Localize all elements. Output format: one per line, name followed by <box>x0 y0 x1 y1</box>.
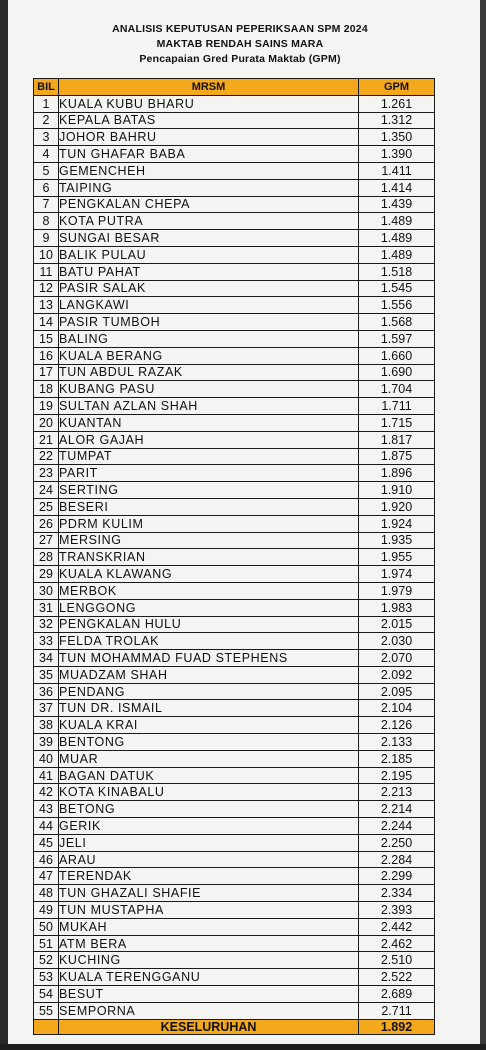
gpm-value-cell: 1.660 <box>359 347 435 364</box>
gpm-value-cell: 1.974 <box>359 566 435 583</box>
document-subtitle: MAKTAB RENDAH SAINS MARA <box>156 38 324 50</box>
gpm-value-cell: 1.489 <box>359 246 435 263</box>
gpm-value-cell: 1.261 <box>359 95 435 112</box>
mrsm-name-cell: TUN GHAFAR BABA <box>59 146 359 163</box>
table-row <box>34 95 435 112</box>
row-number-cell: 12 <box>34 280 59 297</box>
table-row <box>34 952 435 969</box>
row-number-cell: 2 <box>34 112 59 129</box>
row-number-cell: 52 <box>34 952 59 969</box>
row-number-cell: 44 <box>34 818 59 835</box>
gpm-value-cell: 2.126 <box>359 717 435 734</box>
mrsm-name-cell: TAIPING <box>59 179 359 196</box>
row-number-cell: 33 <box>34 633 59 650</box>
gpm-value-cell: 2.522 <box>359 969 435 986</box>
gpm-value-cell: 1.817 <box>359 431 435 448</box>
mrsm-name-cell: BATU PAHAT <box>59 263 359 280</box>
gpm-value-cell: 2.334 <box>359 885 435 902</box>
mrsm-name-cell: TUN DR. ISMAIL <box>59 700 359 717</box>
mrsm-name-cell: TUN ABDUL RAZAK <box>59 364 359 381</box>
table-row <box>34 918 435 935</box>
mrsm-name-cell: ALOR GAJAH <box>59 431 359 448</box>
gpm-value-cell: 2.214 <box>359 801 435 818</box>
table-row <box>34 834 435 851</box>
gpm-value-cell: 1.556 <box>359 297 435 314</box>
gpm-value-cell: 2.195 <box>359 767 435 784</box>
table-body <box>34 95 435 1019</box>
gpm-value-cell: 2.689 <box>359 986 435 1003</box>
mrsm-name-cell: MUKAH <box>59 918 359 935</box>
gpm-value-cell: 2.462 <box>359 935 435 952</box>
row-number-cell: 38 <box>34 717 59 734</box>
table-row <box>34 868 435 885</box>
row-number-cell: 7 <box>34 196 59 213</box>
mrsm-name-cell: PENDANG <box>59 683 359 700</box>
mrsm-name-cell: KUANTAN <box>59 414 359 431</box>
gpm-value-cell: 2.250 <box>359 834 435 851</box>
photo-edge-bottom <box>0 1044 486 1050</box>
table-row <box>34 582 435 599</box>
gpm-value-cell: 1.875 <box>359 448 435 465</box>
table-row <box>34 986 435 1003</box>
gpm-value-cell: 1.983 <box>359 599 435 616</box>
table-row <box>34 347 435 364</box>
table-row <box>34 818 435 835</box>
row-number-cell: 25 <box>34 498 59 515</box>
table-row <box>34 650 435 667</box>
gpm-value-cell: 1.920 <box>359 498 435 515</box>
row-number-cell: 26 <box>34 515 59 532</box>
table-row <box>34 330 435 347</box>
gpm-value-cell: 2.030 <box>359 633 435 650</box>
mrsm-name-cell: GEMENCHEH <box>59 162 359 179</box>
mrsm-name-cell: KUALA TERENGGANU <box>59 969 359 986</box>
row-number-cell: 4 <box>34 146 59 163</box>
row-number-cell: 3 <box>34 129 59 146</box>
table-row <box>34 280 435 297</box>
table-row <box>34 246 435 263</box>
row-number-cell: 19 <box>34 398 59 415</box>
gpm-value-cell: 1.690 <box>359 364 435 381</box>
row-number-cell: 16 <box>34 347 59 364</box>
gpm-value-cell: 2.213 <box>359 784 435 801</box>
mrsm-name-cell: KOTA PUTRA <box>59 213 359 230</box>
row-number-cell: 55 <box>34 1002 59 1019</box>
mrsm-name-cell: SULTAN AZLAN SHAH <box>59 398 359 415</box>
table-row <box>34 549 435 566</box>
gpm-value-cell: 2.070 <box>359 650 435 667</box>
mrsm-name-cell: SERTING <box>59 482 359 499</box>
row-number-cell: 13 <box>34 297 59 314</box>
results-table <box>33 78 435 1035</box>
row-number-cell: 14 <box>34 314 59 331</box>
row-number-cell: 50 <box>34 918 59 935</box>
mrsm-name-cell: JOHOR BAHRU <box>59 129 359 146</box>
table-row <box>34 515 435 532</box>
row-number-cell: 40 <box>34 750 59 767</box>
row-number-cell: 36 <box>34 683 59 700</box>
table-row <box>34 179 435 196</box>
table-row <box>34 196 435 213</box>
mrsm-name-cell: PDRM KULIM <box>59 515 359 532</box>
mrsm-name-cell: KUALA KLAWANG <box>59 566 359 583</box>
mrsm-name-cell: BALIK PULAU <box>59 246 359 263</box>
table-row <box>34 935 435 952</box>
table-row <box>34 683 435 700</box>
row-number-cell: 6 <box>34 179 59 196</box>
gpm-value-cell: 1.414 <box>359 179 435 196</box>
gpm-value-cell: 2.711 <box>359 1002 435 1019</box>
table-row <box>34 633 435 650</box>
row-number-cell: 30 <box>34 582 59 599</box>
row-number-cell: 46 <box>34 851 59 868</box>
row-number-cell: 54 <box>34 986 59 1003</box>
row-number-cell: 32 <box>34 616 59 633</box>
gpm-value-cell: 1.312 <box>359 112 435 129</box>
mrsm-name-cell: BALING <box>59 330 359 347</box>
row-number-cell: 23 <box>34 465 59 482</box>
row-number-cell: 35 <box>34 666 59 683</box>
row-number-cell: 15 <box>34 330 59 347</box>
row-number-cell: 24 <box>34 482 59 499</box>
mrsm-name-cell: KUALA KUBU BHARU <box>59 95 359 112</box>
table-row <box>34 112 435 129</box>
mrsm-name-cell: LANGKAWI <box>59 297 359 314</box>
table-row <box>34 1002 435 1019</box>
mrsm-name-cell: PASIR SALAK <box>59 280 359 297</box>
row-number-cell: 10 <box>34 246 59 263</box>
mrsm-name-cell: BESERI <box>59 498 359 515</box>
row-number-cell: 39 <box>34 734 59 751</box>
table-row <box>34 448 435 465</box>
gpm-value-cell: 2.185 <box>359 750 435 767</box>
row-number-cell: 8 <box>34 213 59 230</box>
gpm-value-cell: 1.896 <box>359 465 435 482</box>
table-row <box>34 381 435 398</box>
mrsm-name-cell: KUBANG PASU <box>59 381 359 398</box>
table-row <box>34 767 435 784</box>
gpm-value-cell: 1.935 <box>359 532 435 549</box>
gpm-value-cell: 2.092 <box>359 666 435 683</box>
photo-edge-right <box>480 0 486 1050</box>
mrsm-name-cell: TERENDAK <box>59 868 359 885</box>
row-number-cell: 27 <box>34 532 59 549</box>
row-number-cell: 37 <box>34 700 59 717</box>
row-number-cell: 5 <box>34 162 59 179</box>
mrsm-name-cell: KUALA KRAI <box>59 717 359 734</box>
photo-edge-left <box>0 0 8 1050</box>
total-bil-cell <box>34 1019 59 1034</box>
mrsm-name-cell: KEPALA BATAS <box>59 112 359 129</box>
table-header-row <box>34 79 435 96</box>
total-label: KESELURUHAN <box>59 1019 359 1034</box>
gpm-value-cell: 1.568 <box>359 314 435 331</box>
gpm-value-cell: 2.510 <box>359 952 435 969</box>
column-header-gpm: GPM <box>359 79 435 96</box>
mrsm-name-cell: TUN GHAZALI SHAFIE <box>59 885 359 902</box>
table-row <box>34 616 435 633</box>
gpm-value-cell: 1.910 <box>359 482 435 499</box>
mrsm-name-cell: ARAU <box>59 851 359 868</box>
gpm-value-cell: 1.715 <box>359 414 435 431</box>
row-number-cell: 42 <box>34 784 59 801</box>
table-row <box>34 297 435 314</box>
table-row <box>34 230 435 247</box>
mrsm-name-cell: KOTA KINABALU <box>59 784 359 801</box>
table-row <box>34 465 435 482</box>
table-row <box>34 532 435 549</box>
mrsm-name-cell: TUN MOHAMMAD FUAD STEPHENS <box>59 650 359 667</box>
table-row <box>34 398 435 415</box>
gpm-value-cell: 1.350 <box>359 129 435 146</box>
document-title: ANALISIS KEPUTUSAN PEPERIKSAAN SPM 2024 <box>112 23 368 35</box>
gpm-value-cell: 1.704 <box>359 381 435 398</box>
document-header <box>30 22 450 67</box>
gpm-value-cell: 1.439 <box>359 196 435 213</box>
row-number-cell: 31 <box>34 599 59 616</box>
mrsm-name-cell: KUALA BERANG <box>59 347 359 364</box>
mrsm-name-cell: PENGKALAN HULU <box>59 616 359 633</box>
mrsm-name-cell: PASIR TUMBOH <box>59 314 359 331</box>
mrsm-name-cell: BAGAN DATUK <box>59 767 359 784</box>
gpm-value-cell: 2.442 <box>359 918 435 935</box>
mrsm-name-cell: MUADZAM SHAH <box>59 666 359 683</box>
mrsm-name-cell: GERIK <box>59 818 359 835</box>
mrsm-name-cell: KUCHING <box>59 952 359 969</box>
row-number-cell: 45 <box>34 834 59 851</box>
gpm-value-cell: 2.133 <box>359 734 435 751</box>
table-row <box>34 566 435 583</box>
row-number-cell: 49 <box>34 902 59 919</box>
row-number-cell: 11 <box>34 263 59 280</box>
table-row <box>34 498 435 515</box>
table-row <box>34 129 435 146</box>
gpm-value-cell: 1.390 <box>359 146 435 163</box>
mrsm-name-cell: JELI <box>59 834 359 851</box>
gpm-value-cell: 2.284 <box>359 851 435 868</box>
row-number-cell: 28 <box>34 549 59 566</box>
mrsm-name-cell: MERSING <box>59 532 359 549</box>
table-row <box>34 666 435 683</box>
table-row <box>34 314 435 331</box>
column-header-bil: BIL <box>34 79 59 96</box>
table-row <box>34 482 435 499</box>
table-row <box>34 902 435 919</box>
document-caption: Pencapaian Gred Purata Maktab (GPM) <box>139 53 341 65</box>
row-number-cell: 21 <box>34 431 59 448</box>
row-number-cell: 47 <box>34 868 59 885</box>
gpm-value-cell: 1.518 <box>359 263 435 280</box>
row-number-cell: 1 <box>34 95 59 112</box>
gpm-value-cell: 1.924 <box>359 515 435 532</box>
mrsm-name-cell: SEMPORNA <box>59 1002 359 1019</box>
mrsm-name-cell: TUN MUSTAPHA <box>59 902 359 919</box>
row-number-cell: 9 <box>34 230 59 247</box>
row-number-cell: 29 <box>34 566 59 583</box>
table-row <box>34 784 435 801</box>
mrsm-name-cell: ATM BERA <box>59 935 359 952</box>
gpm-value-cell: 2.393 <box>359 902 435 919</box>
table-row <box>34 851 435 868</box>
row-number-cell: 51 <box>34 935 59 952</box>
table-row <box>34 162 435 179</box>
mrsm-name-cell: MERBOK <box>59 582 359 599</box>
mrsm-name-cell: LENGGONG <box>59 599 359 616</box>
gpm-value-cell: 1.545 <box>359 280 435 297</box>
table-row <box>34 969 435 986</box>
row-number-cell: 41 <box>34 767 59 784</box>
column-header-mrsm: MRSM <box>59 79 359 96</box>
table-row <box>34 146 435 163</box>
mrsm-name-cell: MUAR <box>59 750 359 767</box>
table-row <box>34 717 435 734</box>
total-gpm: 1.892 <box>359 1019 435 1034</box>
mrsm-name-cell: FELDA TROLAK <box>59 633 359 650</box>
table-row <box>34 750 435 767</box>
mrsm-name-cell: TUMPAT <box>59 448 359 465</box>
row-number-cell: 20 <box>34 414 59 431</box>
row-number-cell: 18 <box>34 381 59 398</box>
mrsm-name-cell: SUNGAI BESAR <box>59 230 359 247</box>
total-row <box>34 1019 435 1034</box>
row-number-cell: 34 <box>34 650 59 667</box>
row-number-cell: 48 <box>34 885 59 902</box>
table-row <box>34 431 435 448</box>
table-row <box>34 801 435 818</box>
table-row <box>34 414 435 431</box>
mrsm-name-cell: PENGKALAN CHEPA <box>59 196 359 213</box>
table-row <box>34 213 435 230</box>
row-number-cell: 53 <box>34 969 59 986</box>
table-row <box>34 734 435 751</box>
table-row <box>34 599 435 616</box>
gpm-value-cell: 2.095 <box>359 683 435 700</box>
gpm-value-cell: 2.104 <box>359 700 435 717</box>
mrsm-name-cell: BETONG <box>59 801 359 818</box>
mrsm-name-cell: BESUT <box>59 986 359 1003</box>
table-row <box>34 885 435 902</box>
table-row <box>34 364 435 381</box>
gpm-value-cell: 1.711 <box>359 398 435 415</box>
gpm-value-cell: 2.015 <box>359 616 435 633</box>
gpm-value-cell: 1.979 <box>359 582 435 599</box>
gpm-value-cell: 1.489 <box>359 213 435 230</box>
mrsm-name-cell: BENTONG <box>59 734 359 751</box>
table-row <box>34 263 435 280</box>
gpm-value-cell: 1.597 <box>359 330 435 347</box>
gpm-value-cell: 1.489 <box>359 230 435 247</box>
gpm-value-cell: 2.299 <box>359 868 435 885</box>
row-number-cell: 43 <box>34 801 59 818</box>
mrsm-name-cell: TRANSKRIAN <box>59 549 359 566</box>
gpm-value-cell: 1.955 <box>359 549 435 566</box>
gpm-value-cell: 1.411 <box>359 162 435 179</box>
gpm-value-cell: 2.244 <box>359 818 435 835</box>
row-number-cell: 17 <box>34 364 59 381</box>
mrsm-name-cell: PARIT <box>59 465 359 482</box>
row-number-cell: 22 <box>34 448 59 465</box>
table-row <box>34 700 435 717</box>
